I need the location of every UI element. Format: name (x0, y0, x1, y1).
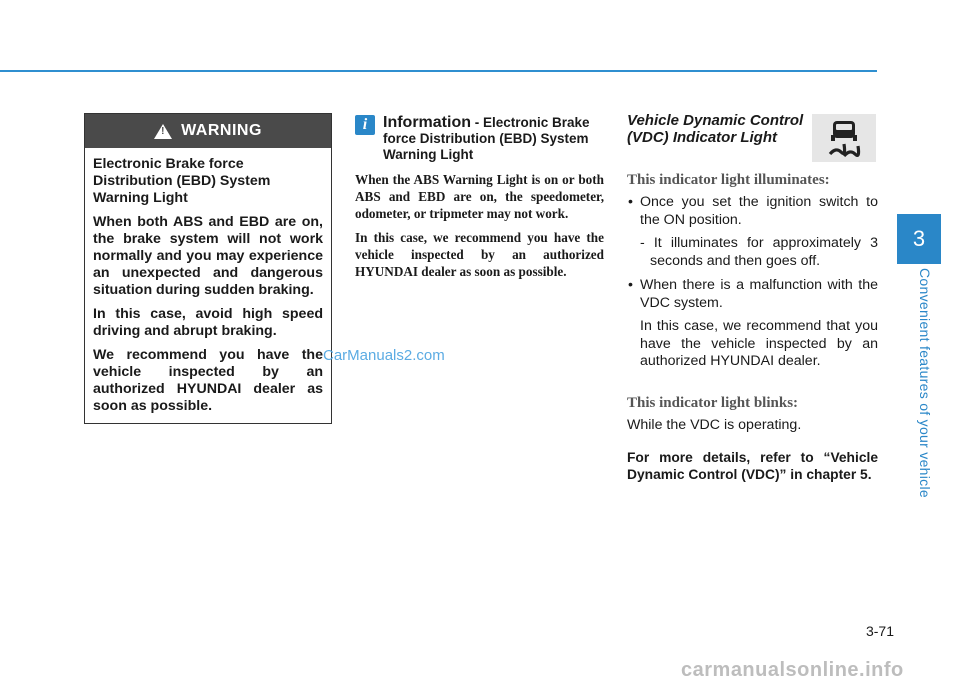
vdc-title: Vehicle Dynamic Control (VDC) Indicator Light (627, 112, 804, 146)
warning-title: Electronic Brake force Distribution (EBD) System Warning Light (93, 156, 271, 206)
list-item: • Once you set the ignition switch to the ON position. - It illuminates for approximately 3 seconds and then goes off. (627, 194, 878, 270)
information-paragraph: When the ABS Warning Light is on or both ABS and EBD are on, the speedometer, odometer, or tripmeter may not work. (355, 172, 604, 221)
warning-header (85, 114, 331, 148)
chapter-title-vertical (917, 268, 935, 498)
information-heading (383, 115, 604, 163)
information-heading-main: Information (383, 114, 471, 131)
list-item-note: In this case, we recommend that you have the vehicle inspected by an authorized HYUNDAI dealer. (640, 318, 878, 369)
illuminates-list (627, 194, 878, 371)
vdc-section (627, 112, 878, 483)
watermark-footer: carmanualsonline.info (681, 659, 904, 681)
chapter-title: Convenient features of your vehicle (917, 268, 933, 498)
blinks-text: While the VDC is operating. (627, 416, 802, 433)
information-icon: i (355, 115, 375, 135)
warning-triangle-icon (154, 124, 172, 139)
refer-text: For more details, refer to “Vehicle Dynamic Control (VDC)” in chapter 5. (627, 449, 878, 482)
header-rule (0, 70, 877, 72)
list-subitem: - It illuminates for approximately 3 seconds and then goes off. (640, 235, 878, 269)
page-number: 3-71 (865, 623, 894, 639)
warning-paragraph: In this case, avoid high speed driving and abrupt braking. (93, 306, 323, 339)
warning-box (84, 113, 332, 424)
illuminates-heading: This indicator light illuminates: (627, 172, 830, 188)
chapter-number: 3 (912, 226, 926, 251)
blinks-heading: This indicator light blinks: (627, 394, 799, 411)
information-paragraph: In this case, we recommend you have the vehicle inspected by an authorized HYUNDAI dealer as soon as possible. (355, 230, 604, 279)
vdc-skid-car-icon (812, 114, 876, 162)
warning-paragraph: When both ABS and EBD are on, the brake system will not work normally and you may experience an unexpected and dangerous situation during sudden braking. (93, 214, 323, 298)
information-heading-sub: - Electronic Brake force Distribution (EBD) System Warning Light (383, 115, 590, 162)
information-body (355, 171, 604, 280)
watermark-center: CarManuals2.com (323, 347, 445, 364)
information-section (355, 115, 604, 287)
warning-body (85, 148, 331, 415)
chapter-tab[interactable] (897, 214, 941, 264)
warning-label: WARNING (181, 122, 262, 139)
warning-paragraph: We recommend you have the vehicle inspected by an authorized HYUNDAI dealer as soon as possible. (93, 347, 323, 414)
list-item: • When there is a malfunction with the VDC system. In this case, we recommend that you have the vehicle inspected by an authorized HYUNDAI dealer. (627, 277, 878, 371)
